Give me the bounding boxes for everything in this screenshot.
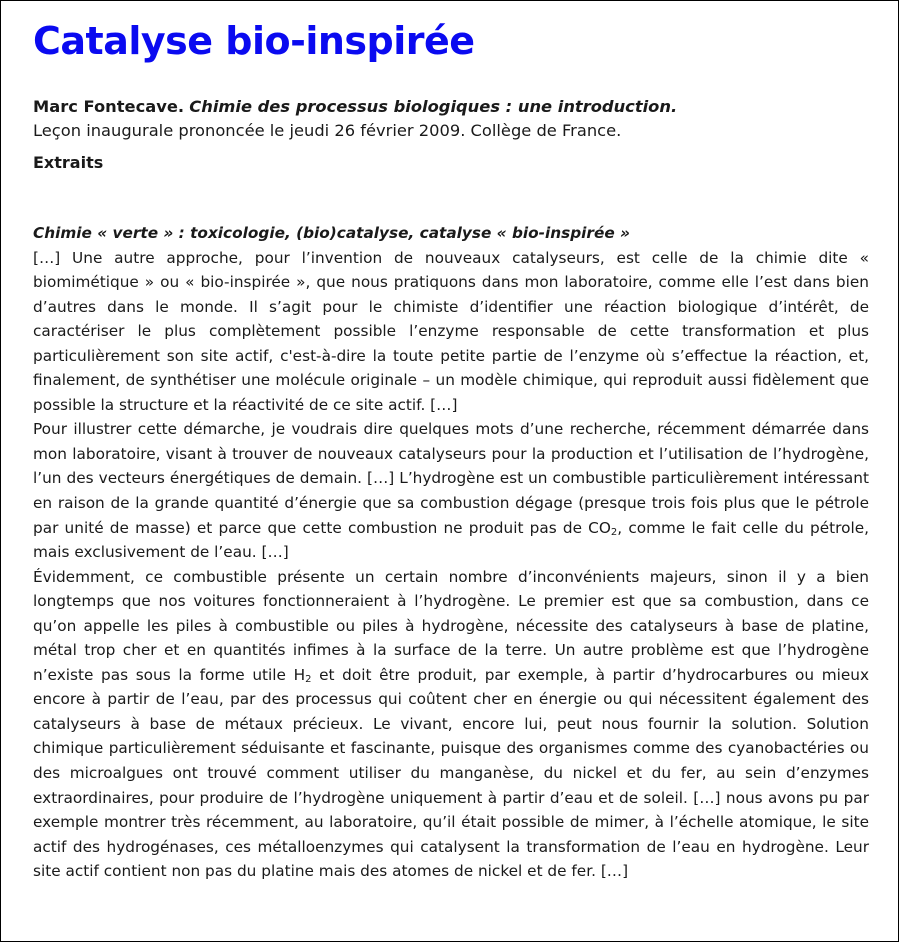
- excerpt-body: [33, 221, 869, 884]
- paragraph-1: […] Une autre approche, pour l’invention de nouveaux catalyseurs, est celle de la chimie dite « biomimétique » ou « bio-inspirée », que nous pratiquons dans mon laboratoire, comme elle l’est dans bien d’autres dans le monde. Il s’agit pour le chimiste d’identifier une réaction biologique d’intérêt, de caractériser le plus complètement possible l’enzyme responsable de cette transformation et plus particulièrement son site actif, c'est-à-dire la toute petite partie de l’enzyme où s’effectue la réaction, et, finalement, de synthétiser une molécule originale – un modèle chimique, qui reproduit aussi fidèlement que possible la structure et la réactivité de ce site actif. […]: [33, 248, 869, 414]
- section-heading: Chimie « verte » : toxicologie, (bio)catalyse, catalyse « bio-inspirée »: [33, 224, 630, 242]
- paragraph-3: [33, 565, 869, 884]
- co2-subscript: 2: [610, 526, 618, 538]
- paragraph-2-text-b: , comme le fait celle du pétrole, mais exclusivement de l’eau. […]: [33, 518, 870, 562]
- citation-author: Marc Fontecave.: [33, 97, 185, 116]
- page-title: Catalyse bio-inspirée: [33, 19, 475, 63]
- citation-line: [33, 95, 873, 119]
- extraits-label: Extraits: [33, 153, 104, 172]
- paragraph-3-text-a: Évidemment, ce combustible présente un certain nombre d’inconvénients majeurs, sinon il y a bien longtemps que nos voitures fonctionneraient à l’hydrogène. Le premier est que sa combustion, dans ce qu’on appelle les piles à combustible ou piles à hydrogène, nécessite des catalyseurs à base de platine, métal trop cher et en quantités infimes à la surface de la terre. Un autre problème est que l’hydrogène n’existe pas sous la forme utile H: [33, 567, 869, 684]
- paragraph-2-text-a: Pour illustrer cette démarche, je voudrais dire quelques mots d’une recherche, récemment démarrée dans mon laboratoire, visant à trouver de nouveaux catalyseurs pour la production et l’utilisation de l’hydrogène, l’un des vecteurs énergétiques de demain. […] L’hydrogène est un combustible particulièrement intéressant en raison de la grande quantité d’énergie que sa combustion dégage (presque trois fois plus que le pétrole par unité de masse) et parce que cette combustion ne produit pas de CO: [33, 420, 869, 537]
- citation: [33, 95, 873, 143]
- h2-subscript: 2: [305, 673, 312, 685]
- paragraph-2: [33, 417, 869, 564]
- citation-details: Leçon inaugurale prononcée le jeudi 26 février 2009. Collège de France.: [33, 121, 622, 140]
- paragraph-3-text-b: et doit être produit, par exemple, à partir d’hydrocarbures ou mieux encore à partir de l’eau, par des processus qui coûtent cher en énergie ou qui nécessitent également des catalyseurs à base de métaux précieux. Le vivant, encore lui, peut nous fournir la solution. Solution chimique particulièrement séduisante et fascinante, puisque des organismes comme des cyanobactéries ou des microalgues ont trouvé comment utiliser du manganèse, du nickel et du fer, au sein d’enzymes extraordinaires, pour produire de l’hydrogène uniquement à partir d’eau et de soleil. […] nous avons pu par exemple montrer très récemment, au laboratoire, qu’il était possible de mimer, à l’échelle atomique, le site actif des hydrogénases, ces métalloenzymes qui catalysent la transformation de l’eau en hydrogène. Leur site actif contient non pas du platine mais des atomes de nickel et de fer. […]: [33, 665, 869, 881]
- citation-work: Chimie des processus biologiques : une introduction.: [189, 97, 678, 116]
